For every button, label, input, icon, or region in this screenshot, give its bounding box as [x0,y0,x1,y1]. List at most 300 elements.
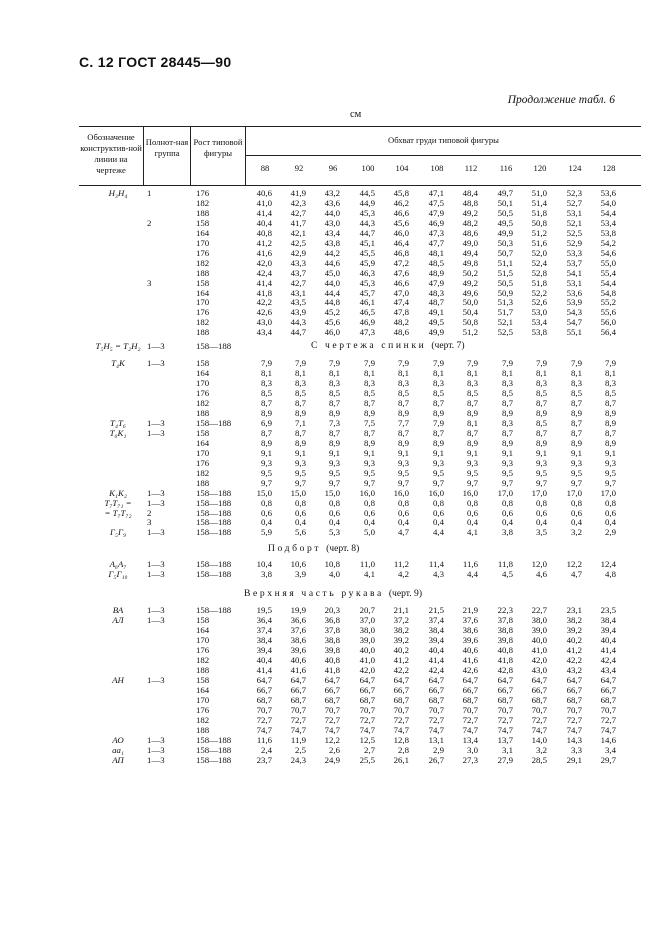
cell-value: 9,3 [295,457,306,468]
cell-value: 37,6 [462,615,478,626]
cell-value: 37,6 [290,625,306,636]
cell-value: 9,3 [571,457,582,468]
cell-value: 29,7 [600,754,616,765]
cell-value: 37,4 [256,625,272,636]
cell-value: 43,0 [531,664,547,675]
cell-value: 9,3 [329,457,340,468]
cell-value: 38,6 [290,635,306,646]
row-label: А₆А₇ [109,559,127,570]
row-height: 158—188 [196,754,232,765]
cell-value: 43,2 [566,664,582,675]
cell-value: 42,2 [393,664,409,675]
cell-value: 9,3 [467,457,478,468]
row-label: Т₅Н₅ = Т₂Н₂ [95,341,141,352]
cell-value: 52,7 [566,197,582,208]
cell-value: 49,5 [497,217,513,228]
cell-value: 70,7 [531,704,547,715]
cell-value: 44,3 [359,217,375,228]
cell-value: 47,2 [393,257,409,268]
table-row [0,398,661,408]
cell-value: 16,0 [462,487,478,498]
cell-value: 40,4 [600,635,616,646]
cell-value: 8,7 [467,398,478,409]
cell-value: 37,4 [428,615,444,626]
cell-value: 64,7 [462,674,478,685]
cell-value: 53,6 [566,287,582,298]
cell-value: 74,7 [428,724,444,735]
cell-value: 0,4 [398,517,409,528]
cell-value: 42,0 [256,257,272,268]
cell-value: 46,6 [393,277,409,288]
cell-value: 9,7 [364,477,375,488]
cell-value: 68,7 [497,694,513,705]
header-fullness: Полнот-ная группа [145,137,189,158]
cell-value: 13,1 [428,734,444,745]
cell-value: 9,1 [536,447,547,458]
cell-value: 74,7 [324,724,340,735]
row-height: 176 [196,388,210,399]
row-height: 170 [196,297,210,308]
cell-value: 21,9 [462,605,478,616]
cell-value: 46,4 [393,237,409,248]
cell-value: 70,7 [600,704,616,715]
row-label: Н₃Н₄ [108,188,128,198]
cell-value: 44,7 [290,327,306,338]
cell-value: 72,7 [393,714,409,725]
cell-value: 74,7 [566,724,582,735]
cell-value: 29,1 [566,754,582,765]
cell-value: 8,7 [329,427,340,438]
cell-value: 47,6 [393,267,409,278]
cell-value: 68,7 [566,694,582,705]
row-height: 158—188 [196,417,232,428]
row-height: 170 [196,447,210,458]
row-height: 176 [196,247,210,258]
cell-value: 45,9 [359,257,375,268]
cell-value: 12,5 [359,734,375,745]
cell-value: 48,2 [393,317,409,328]
cell-value: 41,2 [393,655,409,665]
row-height: 158—188 [196,527,232,538]
cell-value: 9,7 [329,477,340,488]
cell-value: 11,6 [462,559,478,570]
cell-value: 8,7 [536,398,547,409]
cell-value: 10,8 [324,559,340,570]
row-label: Т₇Т₇₁ = [104,497,132,508]
cell-value: 51,2 [531,227,547,238]
cell-value: 45,0 [324,267,340,278]
cell-value: 13,4 [462,734,478,745]
cell-value: 38,4 [256,635,272,646]
cell-value: 49,6 [462,287,478,298]
cell-value: 40,8 [324,655,340,665]
cell-value: 46,1 [359,297,375,308]
cell-value: 70,7 [566,704,582,715]
cell-value: 47,5 [428,197,444,208]
cell-value: 9,5 [433,467,444,478]
cell-value: 46,0 [393,227,409,238]
cell-value: 9,5 [398,467,409,478]
cell-value: 4,1 [364,569,375,580]
cell-value: 9,3 [261,457,272,468]
cell-value: 42,7 [290,207,306,218]
cell-value: 8,1 [605,368,616,379]
cell-value: 70,7 [290,704,306,715]
cell-value: 0,8 [261,497,272,508]
cell-value: 7,9 [433,417,444,428]
row-group: 1—3 [147,427,165,438]
cell-value: 52,5 [497,327,513,338]
cell-value: 53,6 [600,188,616,198]
cell-value: 8,7 [433,427,444,438]
cell-value: 8,5 [502,388,513,399]
cell-value: 55,0 [600,257,616,268]
cell-value: 9,3 [502,457,513,468]
cell-value: 0,6 [502,507,513,518]
size-header: 124 [568,163,582,173]
cell-value: 26,1 [393,754,409,765]
cell-value: 42,4 [256,267,272,278]
cell-value: 19,9 [290,605,306,616]
cell-value: 41,0 [359,655,375,665]
cell-value: 70,7 [462,704,478,715]
cell-value: 8,9 [605,437,616,448]
cell-value: 39,2 [566,625,582,636]
cell-value: 50,2 [462,267,478,278]
row-height: 188 [196,207,210,218]
size-header: 112 [464,163,478,173]
row-height: 158 [196,358,210,369]
cell-value: 66,7 [290,684,306,695]
table-row [0,228,661,238]
cell-value: 45,6 [324,317,340,328]
cell-value: 48,7 [428,297,444,308]
cell-value: 0,8 [536,497,547,508]
cell-value: 70,7 [428,704,444,715]
row-label: = Т₇Т₇₂ [104,507,132,518]
cell-value: 0,4 [605,517,616,528]
cell-value: 45,3 [359,277,375,288]
cell-value: 0,6 [398,507,409,518]
cell-value: 9,1 [571,447,582,458]
cell-value: 56,4 [600,327,616,338]
table-row [0,238,661,248]
cell-value: 40,2 [393,645,409,656]
cell-value: 50,7 [497,247,513,258]
cell-value: 9,3 [433,457,444,468]
row-label: К₁К₂ [109,487,127,498]
table-row [0,675,661,685]
cell-value: 0,6 [329,507,340,518]
cell-value: 4,4 [467,569,478,580]
row-height: 158 [196,277,210,288]
cell-value: 64,7 [531,674,547,685]
cell-value: 7,7 [398,417,409,428]
cell-value: 8,7 [571,427,582,438]
cell-value: 3,1 [502,744,513,755]
cell-value: 8,7 [398,427,409,438]
cell-value: 8,5 [605,388,616,399]
cell-value: 53,7 [566,257,582,268]
row-height: 158—188 [196,605,232,616]
cell-value: 70,7 [256,704,272,715]
cell-value: 68,7 [600,694,616,705]
cell-value: 9,1 [398,447,409,458]
cell-value: 41,4 [256,277,272,288]
cell-value: 9,7 [605,477,616,488]
cell-value: 9,3 [536,457,547,468]
cell-value: 8,9 [329,408,340,418]
cell-value: 43,5 [290,297,306,308]
cell-value: 21,5 [428,605,444,616]
cell-value: 13,7 [497,734,513,745]
row-group: 1—3 [147,417,165,428]
cell-value: 9,5 [261,467,272,478]
row-height: 158 [196,427,210,438]
row-height: 182 [196,197,210,208]
cell-value: 8,9 [467,408,478,418]
cell-value: 41,6 [462,655,478,665]
cell-value: 20,7 [359,605,375,616]
row-height: 158—188 [196,497,232,508]
cell-value: 48,6 [393,327,409,338]
cell-value: 4,0 [329,569,340,580]
cell-value: 38,4 [428,625,444,636]
cell-value: 48,4 [462,188,478,198]
row-height: 164 [196,437,210,448]
row-height: 188 [196,724,210,735]
cell-value: 52,1 [566,217,582,228]
cell-value: 8,5 [398,388,409,399]
cell-value: 4,7 [571,569,582,580]
cell-value: 9,7 [433,477,444,488]
row-height: 182 [196,257,210,268]
row-height: 170 [196,694,210,705]
cell-value: 49,2 [462,277,478,288]
cell-value: 0,6 [295,507,306,518]
cell-value: 53,9 [566,297,582,308]
table-row [0,645,661,655]
cell-value: 39,2 [393,635,409,646]
cell-value: 40,6 [290,655,306,665]
cell-value: 0,4 [364,517,375,528]
cell-value: 49,5 [428,317,444,328]
cell-value: 9,5 [536,467,547,478]
cell-value: 49,4 [462,247,478,258]
cell-value: 64,7 [324,674,340,685]
cell-value: 72,7 [462,714,478,725]
cell-value: 74,7 [359,724,375,735]
row-height: 158 [196,674,210,685]
cell-value: 43,8 [324,237,340,248]
table-row [0,665,661,675]
cell-value: 4,8 [605,569,616,580]
cell-value: 40,0 [531,635,547,646]
table-row [0,297,661,307]
cell-value: 8,1 [261,368,272,379]
row-height: 158—188 [196,734,232,745]
cell-value: 0,4 [467,517,478,528]
cell-value: 64,7 [359,674,375,685]
cell-value: 55,4 [600,267,616,278]
cell-value: 55,2 [600,297,616,308]
cell-value: 66,7 [324,684,340,695]
cell-value: 9,1 [433,447,444,458]
cell-value: 53,4 [531,317,547,328]
table-row [0,655,661,665]
cell-value: 0,6 [605,507,616,518]
cell-value: 47,1 [428,188,444,198]
cell-value: 47,7 [428,237,444,248]
cell-value: 8,9 [364,437,375,448]
table-row [0,198,661,208]
cell-value: 8,7 [398,398,409,409]
cell-value: 8,7 [364,398,375,409]
cell-value: 54,4 [600,277,616,288]
table-row [0,307,661,317]
cell-value: 38,8 [497,625,513,636]
cell-value: 10,6 [290,559,306,570]
cell-value: 55,6 [600,307,616,318]
cell-value: 20,3 [324,605,340,616]
cell-value: 0,8 [329,497,340,508]
table-row [0,508,661,518]
cell-value: 9,7 [467,477,478,488]
cell-value: 3,5 [536,527,547,538]
table-row [0,605,661,615]
cell-value: 53,8 [600,227,616,238]
cell-value: 50,9 [497,287,513,298]
cell-value: 39,8 [497,635,513,646]
cell-value: 15,0 [290,487,306,498]
row-label: Т₄Т₆ [110,417,126,428]
cell-value: 4,3 [433,569,444,580]
cell-value: 44,4 [324,287,340,298]
cell-value: 8,9 [295,437,306,448]
header-height: Рост типовой фигуры [193,137,243,158]
table-row [0,559,661,569]
cell-value: 74,7 [290,724,306,735]
cell-value: 8,3 [261,378,272,389]
cell-value: 42,6 [256,307,272,318]
cell-value: 41,0 [256,197,272,208]
cell-value: 2,5 [295,744,306,755]
cell-value: 9,3 [605,457,616,468]
cell-value: 16,0 [393,487,409,498]
cell-value: 46,9 [428,217,444,228]
cell-value: 27,9 [497,754,513,765]
cell-value: 2,9 [433,744,444,755]
cell-value: 0,8 [605,497,616,508]
cell-value: 72,7 [359,714,375,725]
cell-value: 8,1 [502,368,513,379]
table-row [0,428,661,438]
size-header: 100 [361,163,375,173]
cell-value: 54,8 [600,287,616,298]
cell-value: 51,8 [531,277,547,288]
cell-value: 54,0 [600,197,616,208]
cell-value: 6,9 [261,417,272,428]
cell-value: 8,7 [467,427,478,438]
cell-value: 7,1 [295,417,306,428]
cell-value: 38,2 [393,625,409,636]
row-group: 1—3 [147,487,165,498]
cell-value: 8,7 [433,398,444,409]
cell-value: 8,7 [536,427,547,438]
cell-value: 11,0 [359,559,375,570]
cell-value: 11,8 [497,559,513,570]
cell-value: 8,3 [502,417,513,428]
chest-header-rule [245,155,641,156]
row-group: 1—3 [147,674,165,685]
cell-value: 45,2 [324,307,340,318]
row-height: 182 [196,467,210,478]
cell-value: 50,0 [462,297,478,308]
table-row [0,685,661,695]
table-row [0,498,661,508]
cell-value: 52,3 [566,188,582,198]
cell-value: 7,3 [329,417,340,428]
unit-label: см [350,109,362,120]
cell-value: 9,5 [605,467,616,478]
cell-value: 2,9 [605,527,616,538]
cell-value: 52,4 [531,257,547,268]
size-header: 116 [499,163,513,173]
row-label: аа₁ [112,744,124,755]
cell-value: 7,9 [502,358,513,369]
cell-value: 22,7 [531,605,547,616]
cell-value: 38,0 [359,625,375,636]
cell-value: 8,7 [571,398,582,409]
cell-value: 8,9 [433,408,444,418]
row-group: 3 [147,277,152,288]
row-height: 170 [196,635,210,646]
header-designation: Обозначение конструктив-ной линии на чертеже [80,132,142,175]
cell-value: 12,2 [566,559,582,570]
cell-value: 8,7 [502,398,513,409]
cell-value: 72,7 [428,714,444,725]
cell-value: 50,3 [497,237,513,248]
row-group: 2 [147,507,152,518]
cell-value: 17,0 [497,487,513,498]
cell-value: 28,5 [531,754,547,765]
size-header: 104 [395,163,409,173]
cell-value: 8,5 [295,388,306,399]
cell-value: 0,8 [398,497,409,508]
cell-value: 8,9 [571,437,582,448]
cell-value: 7,9 [536,358,547,369]
row-height: 164 [196,287,210,298]
cell-value: 47,3 [359,327,375,338]
cell-value: 74,7 [600,724,616,735]
cell-value: 43,0 [256,317,272,328]
cell-value: 3,8 [261,569,272,580]
cell-value: 0,4 [502,517,513,528]
cell-value: 41,6 [290,664,306,675]
row-group: 1—3 [147,358,165,369]
cell-value: 52,0 [531,247,547,258]
section-title-text: Верхняя часть рукава [244,588,384,600]
cell-value: 51,6 [531,237,547,248]
cell-value: 53,3 [566,247,582,258]
cell-value: 36,6 [290,615,306,626]
cell-value: 42,7 [290,277,306,288]
cell-value: 8,1 [433,368,444,379]
cell-value: 64,7 [600,674,616,685]
cell-value: 8,9 [536,408,547,418]
cell-value: 8,3 [433,378,444,389]
cell-value: 0,6 [536,507,547,518]
